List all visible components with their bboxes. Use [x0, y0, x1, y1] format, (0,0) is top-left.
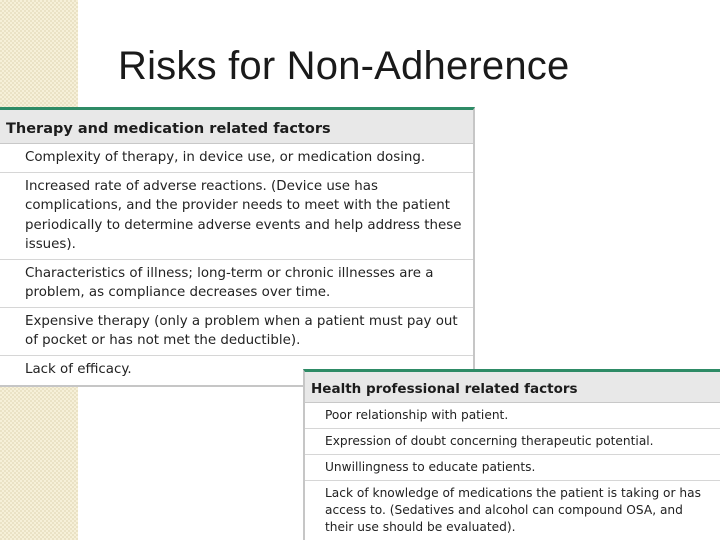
therapy-factors-table	[0, 107, 475, 387]
table-row: Lack of efficacy.	[25, 361, 132, 377]
table-row: Lack of knowledge of medications the patient is taking or has access to. (Sedatives and alcohol can compound OSA, and their use should be evaluated).	[325, 486, 701, 534]
slide-title: Risks for Non-Adherence	[118, 44, 570, 88]
professional-factors-table	[303, 369, 720, 540]
table-row: Expensive therapy (only a problem when a patient must pay out of pocket or has not met the deductible).	[0, 308, 473, 356]
table-row: Unwillingness to educate patients.	[305, 455, 720, 481]
table-row: Expression of doubt concerning therapeutic potential.	[305, 429, 720, 455]
table-row: Characteristics of illness; long-term or chronic illnesses are a problem, as compliance decreases over time.	[0, 260, 473, 308]
table-row: Increased rate of adverse reactions. (Device use has complications, and the provider needs to meet with the patient periodically to determine adverse events and help address these issues).	[0, 173, 473, 260]
professional-table-header: Health professional related factors	[305, 372, 720, 403]
table-row: Poor relationship with patient.	[305, 403, 720, 429]
therapy-table-header: Therapy and medication related factors	[0, 110, 473, 144]
table-row: Complexity of therapy, in device use, or medication dosing.	[0, 144, 473, 173]
